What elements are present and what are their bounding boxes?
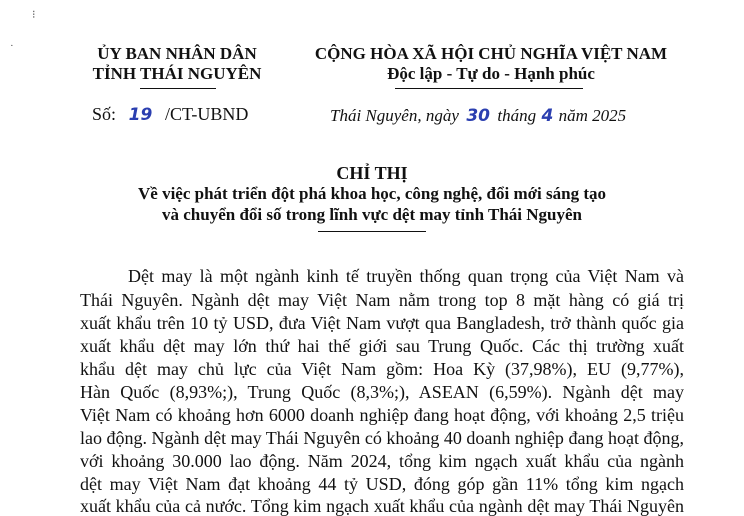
body-line-1: Dệt may là một ngành kinh tế truyền thống quan trọng của Việt Nam và [128,266,684,286]
date-year: năm 2025 [558,106,627,125]
country-name: CỘNG HÒA XÃ HỘI CHỦ NGHĨA VIỆT NAM [314,44,668,63]
date-line [330,106,626,126]
agency-line-1: ỦY BAN NHÂN DÂN [97,44,257,63]
agency-underline [140,88,216,89]
subject-underline [318,231,426,232]
doc-number-label: Số: [92,104,117,124]
date-month-handwritten: 4 [541,106,554,126]
body-line-11: xuất khẩu của cả nước. Tổng kim ngạch xuất khẩu của ngành dệt may Thái Nguyên [80,496,684,516]
body-line-3: xuất khẩu trên 10 tỷ USD, đưa Việt Nam vượt qua Bangladesh, trở thành quốc gia [80,313,684,333]
body-line-2: Thái Nguyên. Ngành dệt may Việt Nam nằm trong top 8 mặt hàng có giá trị [80,290,684,310]
motto-underline [395,88,583,89]
date-month-label: tháng [497,106,537,125]
subject-line-1: Về việc phát triển đột phá khoa học, công nghệ, đổi mới sáng tạo [138,184,606,203]
scan-mark: ⁝ [32,9,36,21]
body-line-9: với khoảng 30.000 lao động. Năm 2024, tổng kim ngạch xuất khẩu của ngành [80,451,684,471]
doc-number-handwritten: 19 [128,105,153,125]
body-line-8: lao động. Ngành dệt may Thái Nguyên có khoảng 40 doanh nghiệp đang hoạt động, [80,428,684,448]
scan-mark: · [10,40,14,52]
body-line-6: Hàn Quốc (8,93%;), Trung Quốc (8,3%;), ASEAN (6,59%). Ngành dệt may [80,382,684,402]
doc-number [92,104,248,125]
body-line-5: khẩu dệt may chủ lực của Việt Nam gồm: Hoa Kỳ (37,98%), EU (9,77%), [80,359,684,379]
subject-line-2: và chuyển đổi số trong lĩnh vực dệt may tỉnh Thái Nguyên [161,205,582,224]
document-type-title: CHỈ THỊ [336,163,408,183]
date-place: Thái Nguyên, ngày [330,106,459,125]
motto: Độc lập - Tự do - Hạnh phúc [387,64,595,83]
doc-number-suffix: /CT-UBND [165,104,249,124]
body-line-10: dệt may Việt Nam đạt khoảng 44 tỷ USD, đóng góp gần 11% tổng kim ngạch [80,474,684,494]
body-line-7: Việt Nam có khoảng hơn 6000 doanh nghiệp đang hoạt động, với khoảng 2,5 triệu [80,405,684,425]
date-day-handwritten: 30 [466,106,490,126]
agency-line-2: TỈNH THÁI NGUYÊN [92,64,262,83]
body-line-4: xuất khẩu dệt may lớn thứ hai thế giới sau Trung Quốc. Các thị trường xuất [80,336,684,356]
